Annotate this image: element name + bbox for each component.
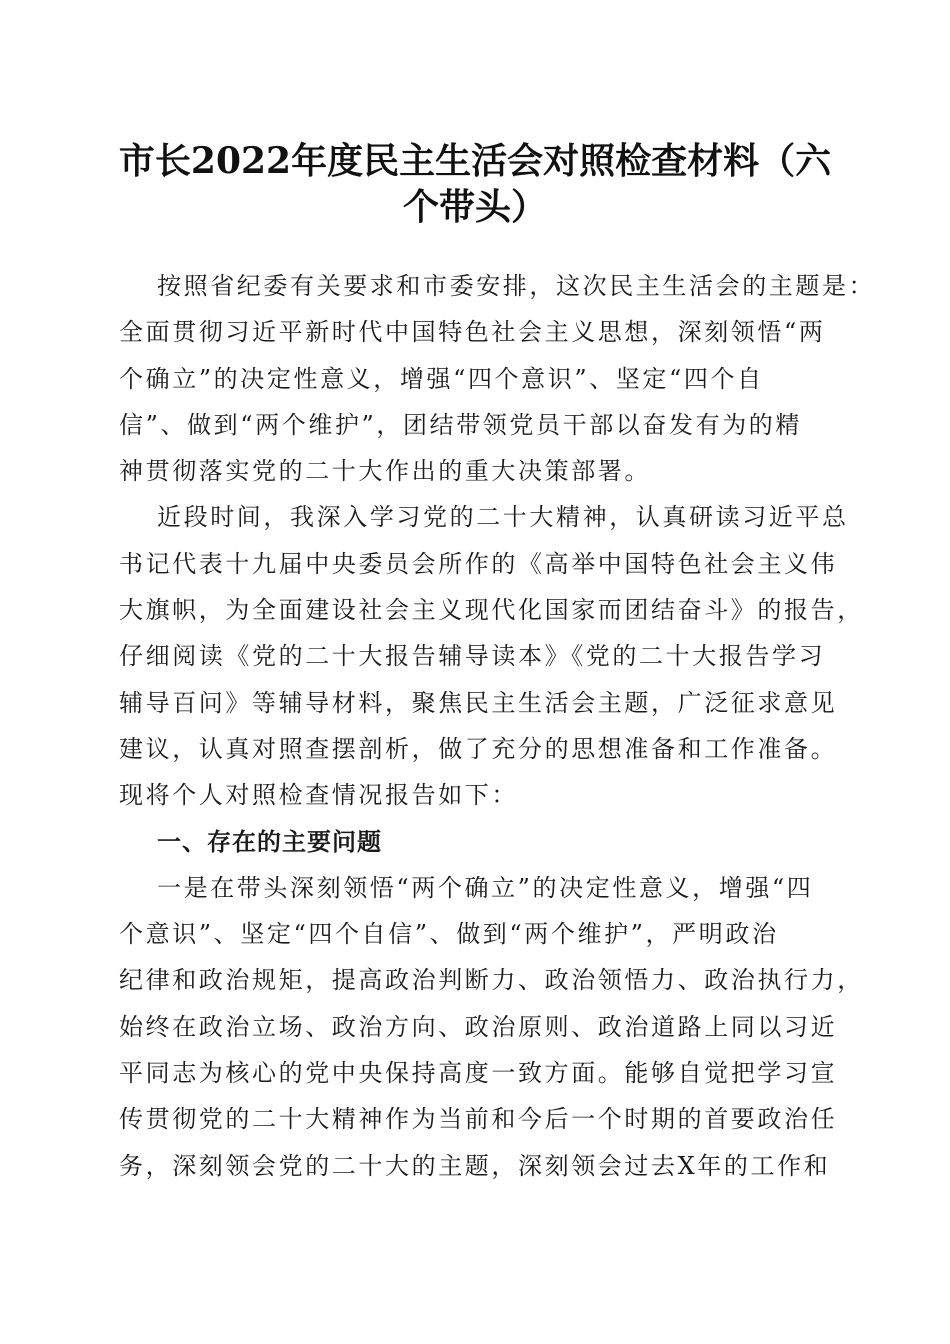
paragraph-3-line: 平同志为核心的党中央保持高度一致方面。能够自觉把学习宣 [119, 1059, 838, 1088]
paragraph-2-line: 建议，认真对照查摆剖析，做了充分的思想准备和工作准备。 [119, 734, 838, 763]
paragraph-1 [119, 263, 876, 494]
paragraph-1-line: 按照省纪委有关要求和市委安排，这次民主生活会的主题是： [157, 272, 876, 300]
paragraph-2-line: 现将个人对照检查情况报告如下： [119, 781, 518, 810]
paragraph-3 [119, 865, 864, 1189]
paragraph-2 [119, 494, 864, 818]
title-line-2: 个带头） [402, 186, 547, 228]
document-body [119, 263, 876, 1189]
paragraph-3-line: 个意识”、坚定“四个自信”、做到“两个维护”，严明政治 [119, 920, 779, 949]
paragraph-1-line: 个确立”的决定性意义，增强“四个意识”、坚定“四个自 [119, 364, 764, 393]
paragraph-2-line: 仔细阅读《党的二十大报告辅导读本》《党的二十大报告学习 [119, 642, 826, 671]
paragraph-3-line: 传贯彻党的二十大精神作为当前和今后一个时期的首要政治任 [119, 1105, 838, 1134]
paragraph-1-line: 信”、做到“两个维护”，团结带领党员干部以奋发有为的精 [119, 410, 803, 439]
paragraph-3-line: 始终在政治立场、政治方向、政治原则、政治道路上同以习近 [119, 1012, 838, 1041]
paragraph-2-line: 辅导百问》等辅导材料，聚焦民主生活会主题，广泛征求意见 [119, 688, 838, 717]
section-heading: 一、存在的主要问题 [157, 827, 382, 856]
document-title [100, 138, 850, 230]
paragraph-3-line: 一是在带头深刻领悟“两个确立”的决定性意义，增强“四 [157, 873, 814, 902]
paragraph-2-line: 书记代表十九届中央委员会所作的《高举中国特色社会主义伟 [119, 549, 838, 578]
paragraph-2-line: 大旗帜，为全面建设社会主义现代化国家而团结奋斗》的报告， [119, 596, 864, 625]
paragraph-3-line: 纪律和政治规矩，提高政治判断力、政治领悟力、政治执行力， [119, 966, 864, 995]
paragraph-3-line: 务，深刻领会党的二十大的主题，深刻领会过去X年的工作和 [119, 1151, 831, 1180]
paragraph-1-line: 全面贯彻习近平新时代中国特色社会主义思想，深刻领悟“两 [119, 318, 826, 347]
paragraph-2-line: 近段时间，我深入学习党的二十大精神，认真研读习近平总 [157, 503, 849, 532]
title-line-1: 市长2022年度民主生活会对照检查材料（六 [118, 140, 832, 182]
paragraph-1-line: 神贯彻落实党的二十大作出的重大决策部署。 [119, 457, 651, 486]
